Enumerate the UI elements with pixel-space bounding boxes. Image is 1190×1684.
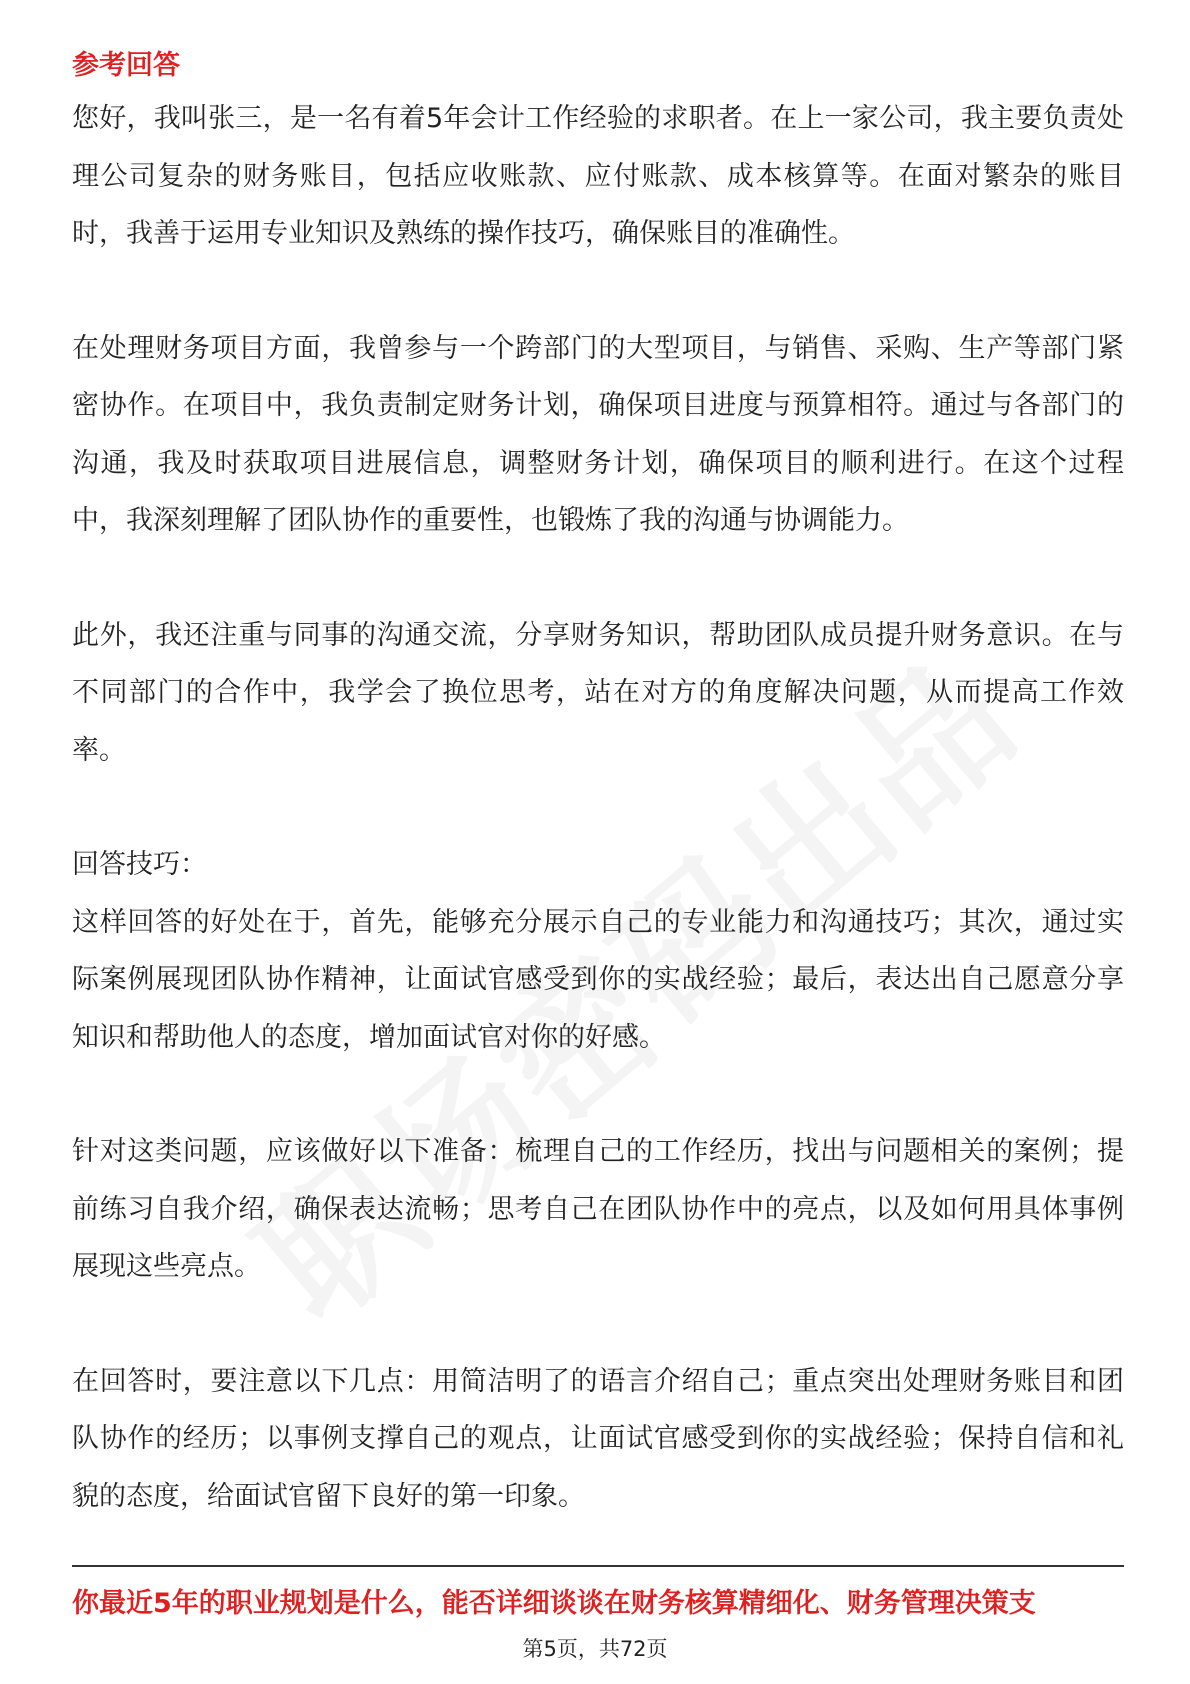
next-question: 你最近5年的职业规划是什么，能否详细谈谈在财务核算精细化、财务管理决策支 bbox=[72, 1588, 1036, 1619]
tips-paragraph-3: 在回答时，要注意以下几点：用简洁明了的语言介绍自己；重点突出处理财务账目和团队协作的经历；以事例支撑自己的观点，让面试官感受到你的实战经验；保持自信和礼貌的态度，给面试官留下良好的第一印象。 bbox=[72, 1365, 1124, 1512]
tips-paragraph-1: 这样回答的好处在于，首先，能够充分展示自己的专业能力和沟通技巧；其次，通过实际案例展现团队协作精神，让面试官感受到你的实战经验；最后，表达出自己愿意分享知识和帮助他人的态度，增加面试官对你的好感。 bbox=[72, 906, 1124, 1053]
divider bbox=[72, 1565, 1124, 1567]
page-footer: 第5页，共72页 bbox=[522, 1637, 668, 1661]
tips-paragraph-2: 针对这类问题，应该做好以下准备：梳理自己的工作经历，找出与问题相关的案例；提前练习自我介绍，确保表达流畅；思考自己在团队协作中的亮点，以及如何用具体事例展现这些亮点。 bbox=[72, 1136, 1124, 1282]
section-title: 参考回答 bbox=[72, 50, 180, 81]
tips-heading: 回答技巧： bbox=[72, 849, 207, 880]
answer-content bbox=[72, 46, 1124, 1525]
answer-paragraph-2: 在处理财务项目方面，我曾参与一个跨部门的大型项目，与销售、采购、生产等部门紧密协作。在项目中，我负责制定财务计划，确保项目进度与预算相符。通过与各部门的沟通，我及时获取项目进展信息，调整财务计划，确保项目的顺利进行。在这个过程中，我深刻理解了团队协作的重要性，也锻炼了我的沟通与协调能力。 bbox=[72, 332, 1124, 536]
answer-paragraph-1: 您好，我叫张三，是一名有着5年会计工作经验的求职者。在上一家公司，我主要负责处理公司复杂的财务账目，包括应收账款、应付账款、成本核算等。在面对繁杂的账目时，我善于运用专业知识及熟练的操作技巧，确保账目的准确性。 bbox=[72, 103, 1124, 249]
answer-paragraph-3: 此外，我还注重与同事的沟通交流，分享财务知识，帮助团队成员提升财务意识。在与不同部门的合作中，我学会了换位思考，站在对方的角度解决问题，从而提高工作效率。 bbox=[72, 619, 1124, 766]
